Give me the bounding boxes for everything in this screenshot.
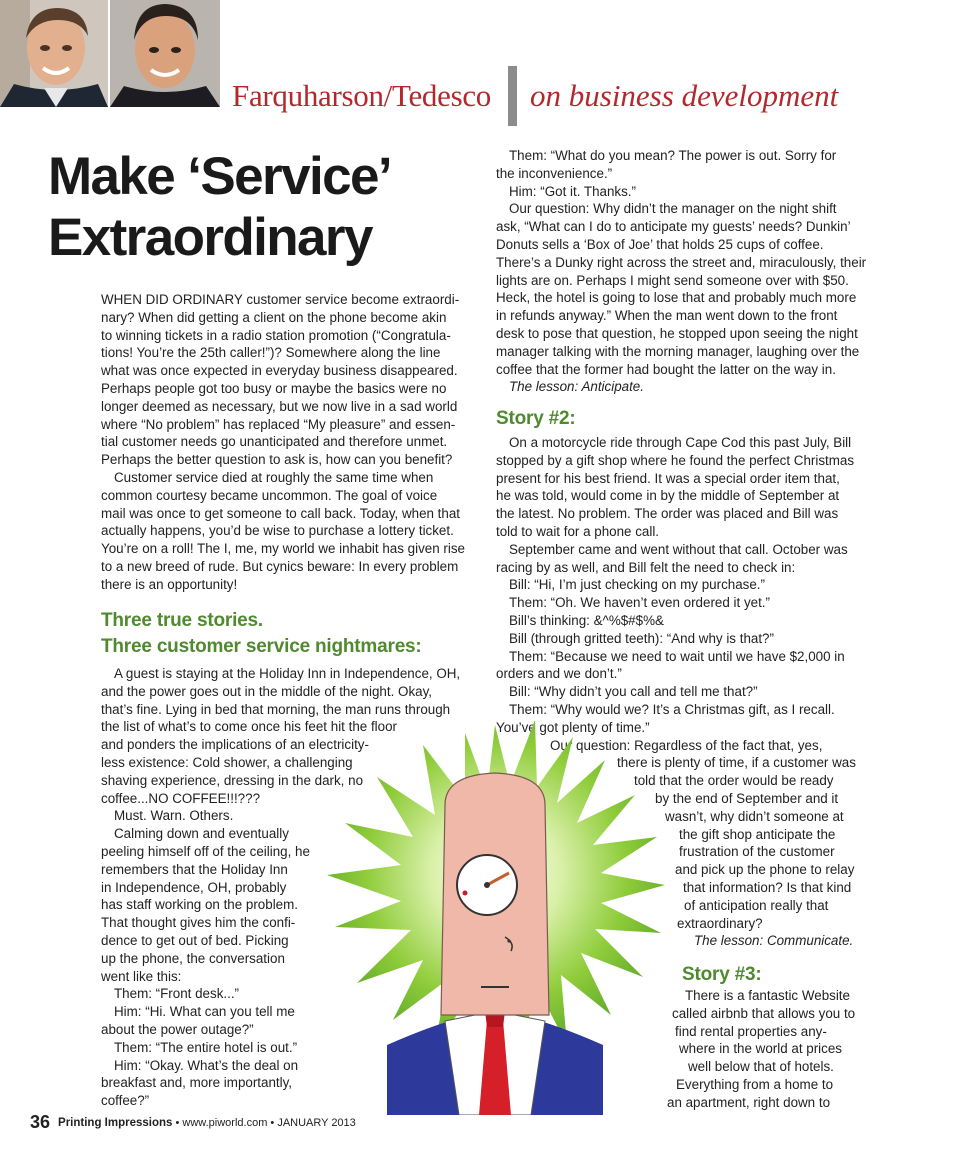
text-line: Everything from a home to [676,1077,834,1092]
text-line: Bill: “Hi, I’m just checking on my purchase.” [509,577,765,593]
text-line: Customer service died at roughly the same time when [114,470,434,485]
text-line: the inconvenience.” [496,165,613,181]
text-line: less existence: Cold shower, a challenging [101,755,353,770]
text-line: There is a fantastic Website [685,988,850,1003]
text-line: The lesson: Anticipate. [509,379,644,395]
text-line: where in the world at prices [679,1041,842,1057]
column-header [232,66,932,126]
subhead-three-stories: Three true stories. [101,610,263,631]
subhead-three-nightmares: Three customer service nightmares: [101,636,422,657]
text-line: Heck, the hotel is going to lose that and probably much more [496,290,857,306]
headline-line: Make ‘Service’ [48,147,391,206]
text-line: by the end of September and it [655,791,839,806]
text-line: shaving experience, dressing in the dark, no [101,772,364,788]
text-line: and pick up the phone to relay [675,862,855,878]
text-line: in refunds anyway.” When the man went down to the front [496,308,838,324]
text-line: Our question: Why didn’t the manager on the night shift [509,201,837,217]
text-line: Our question: Regardless of the fact that, yes, [550,737,823,753]
text-line: Must. Warn. Others. [114,808,234,824]
text-line: Perhaps people got too busy or maybe the basics were no [101,381,447,396]
text-line: tions! You’re the 25th caller!”)? Somewhere along the line [101,345,441,361]
text-line: the gift shop anticipate the [679,826,836,842]
text-line: told to wait for a phone call. [496,524,660,539]
text-line: in Independence, OH, probably [101,879,287,895]
text-line: Them: “Why would we? It’s a Christmas gift, as I recall. [509,702,835,717]
page-number: 36 [30,1112,51,1132]
text-line: Them: “Front desk...” [114,986,240,1002]
text-line: wasn’t, why didn’t someone at [665,808,844,824]
footer-site-date: • www.piworld.com • JANUARY 2013 [172,1117,356,1129]
text-line: Them: “The entire hotel is out.” [114,1039,298,1055]
text-line: orders and we don’t.” [496,666,622,682]
text-line: Him: “Got it. Thanks.” [509,183,636,199]
text-line: lights are on. Perhaps I might send someone over with $50. [496,272,849,288]
text-line: mail was once to get someone to call back. Today, when that [101,505,461,521]
text-line: and ponders the implications of an electricity- [101,737,369,753]
text-line: Donuts sells a ‘Box of Joe’ that holds 25 cups of coffee. [496,237,824,252]
text-line: where “No problem” has replaced “My pleasure” and essen- [101,416,456,432]
header-divider [508,66,517,126]
text-line: to winning tickets in a radio station promotion (“Congratula- [101,327,451,343]
text-line: Them: “Oh. We haven’t even ordered it yet.” [509,595,770,611]
text-line: the latest. No problem. The order was placed and Bill was [496,506,839,522]
text-line: Them: “Because we need to wait until we have $2,000 in [509,648,845,664]
text-line: extraordinary? [677,915,763,931]
text-line: and the power goes out in the middle of the night. Okay, [101,683,433,699]
text-line: nary? When did getting a client on the phone become akin [101,309,447,325]
text-line: up the phone, the conversation [101,950,285,966]
text-line: ask, “What can I do to anticipate my guests’ needs? Dunkin’ [496,219,851,235]
text-line: there is an opportunity! [101,576,238,592]
article-headline [48,146,478,268]
text-line: stopped by a gift shop where he found the perfect Christmas [496,452,855,468]
text-line: There’s a Dunky right across the street and, miraculously, their [496,254,867,270]
text-line: of anticipation really that [684,897,829,913]
text-line: The lesson: Communicate. [694,933,854,949]
author-photo-tedesco [110,0,220,107]
text-line: the list of what’s to come once his feet hit the floor [101,719,397,735]
text-line: frustration of the customer [679,844,835,860]
text-line: On a motorcycle ride through Cape Cod this past July, Bill [509,435,852,450]
text-line: coffee...NO COFFEE!!!??? [101,790,261,806]
text-line: coffee that the former had bought the latter on the way in. [496,361,836,377]
text-line: You’re on a roll! The I, me, my world we inhabit has given rise [101,541,465,557]
pressure-gauge-man-illustration [305,715,685,1120]
text-line: actually happens, you’d be wise to purchase a lottery ticket. [101,523,454,539]
headline-line: Extraordinary [48,208,372,267]
text-line: Him: “Okay. What’s the deal on [114,1057,299,1073]
text-line: he was told, would come in by the middle of September at [496,488,840,504]
page-footer [30,1112,356,1133]
text-line: desk to pose that question, he stopped upon seeing the night [496,326,858,341]
text-line: You’ve got plenty of time.” [496,719,650,735]
text-line: that’s fine. Lying in bed that morning, the man runs through [101,701,451,717]
author-photo-farquharson [0,0,108,107]
text-line: longer deemed as necessary, but we now live in a sad world [101,398,458,414]
text-line: Bill: “Why didn’t you call and tell me that?” [509,684,758,700]
text-line: to a new breed of rude. But cynics beware: In every problem [101,559,459,574]
subhead-story-3: Story #3: [682,964,762,985]
text-line: breakfast and, more importantly, [101,1075,293,1091]
text-line: coffee?” [101,1093,150,1109]
text-line: WHEN DID ORDINARY customer service become extraordi- [101,292,460,307]
text-line: told that the order would be ready [634,773,834,789]
subhead-story-2: Story #2: [496,408,576,429]
text-line: Him: “Hi. What can you tell me [114,1004,295,1020]
text-line: remembers that the Holiday Inn [101,861,288,877]
column-authors: Farquharson/Tedesco [232,78,491,113]
text-line: present for his best friend. It was a special order item that, [496,470,840,486]
text-line: manager talking with the morning manager, laughing over the [496,343,860,359]
text-line: Calming down and eventually [114,826,289,842]
text-line: A guest is staying at the Holiday Inn in Independence, OH, [114,666,461,681]
column-topic: on business development [530,78,839,113]
text-line: an apartment, right down to [667,1094,831,1110]
text-line: has staff working on the problem. [101,897,299,913]
text-line: Them: “What do you mean? The power is out. Sorry for [509,148,837,163]
text-line: dence to get out of bed. Picking [101,933,289,948]
text-line: common courtesy became uncommon. The goal of voice [101,487,438,503]
text-line: peeling himself off of the ceiling, he [101,844,310,859]
text-line: tial customer needs go unanticipated and therefore unmet. [101,434,448,450]
text-line: Bill’s thinking: &^%$#$%& [509,613,664,628]
text-line: went like this: [101,968,182,984]
text-line: Bill (through gritted teeth): “And why is that?” [509,630,774,646]
text-line: called airbnb that allows you to [672,1005,856,1021]
text-line: there is plenty of time, if a customer was [617,755,856,771]
text-line: well below that of hotels. [688,1059,834,1075]
text-line: about the power outage?” [101,1022,254,1037]
text-line: what was once expected in everyday business disappeared. [101,363,458,379]
text-line: find rental properties any- [675,1023,827,1039]
publication-name: Printing Impressions [58,1117,173,1129]
text-line: racing by as well, and Bill felt the need to check in: [496,559,796,575]
text-line: That thought gives him the confi- [101,915,296,931]
text-line: that information? Is that kind [683,880,852,895]
text-line: September came and went without that call. October was [509,541,848,557]
text-line: Perhaps the better question to ask is, how can you benefit? [101,452,453,468]
